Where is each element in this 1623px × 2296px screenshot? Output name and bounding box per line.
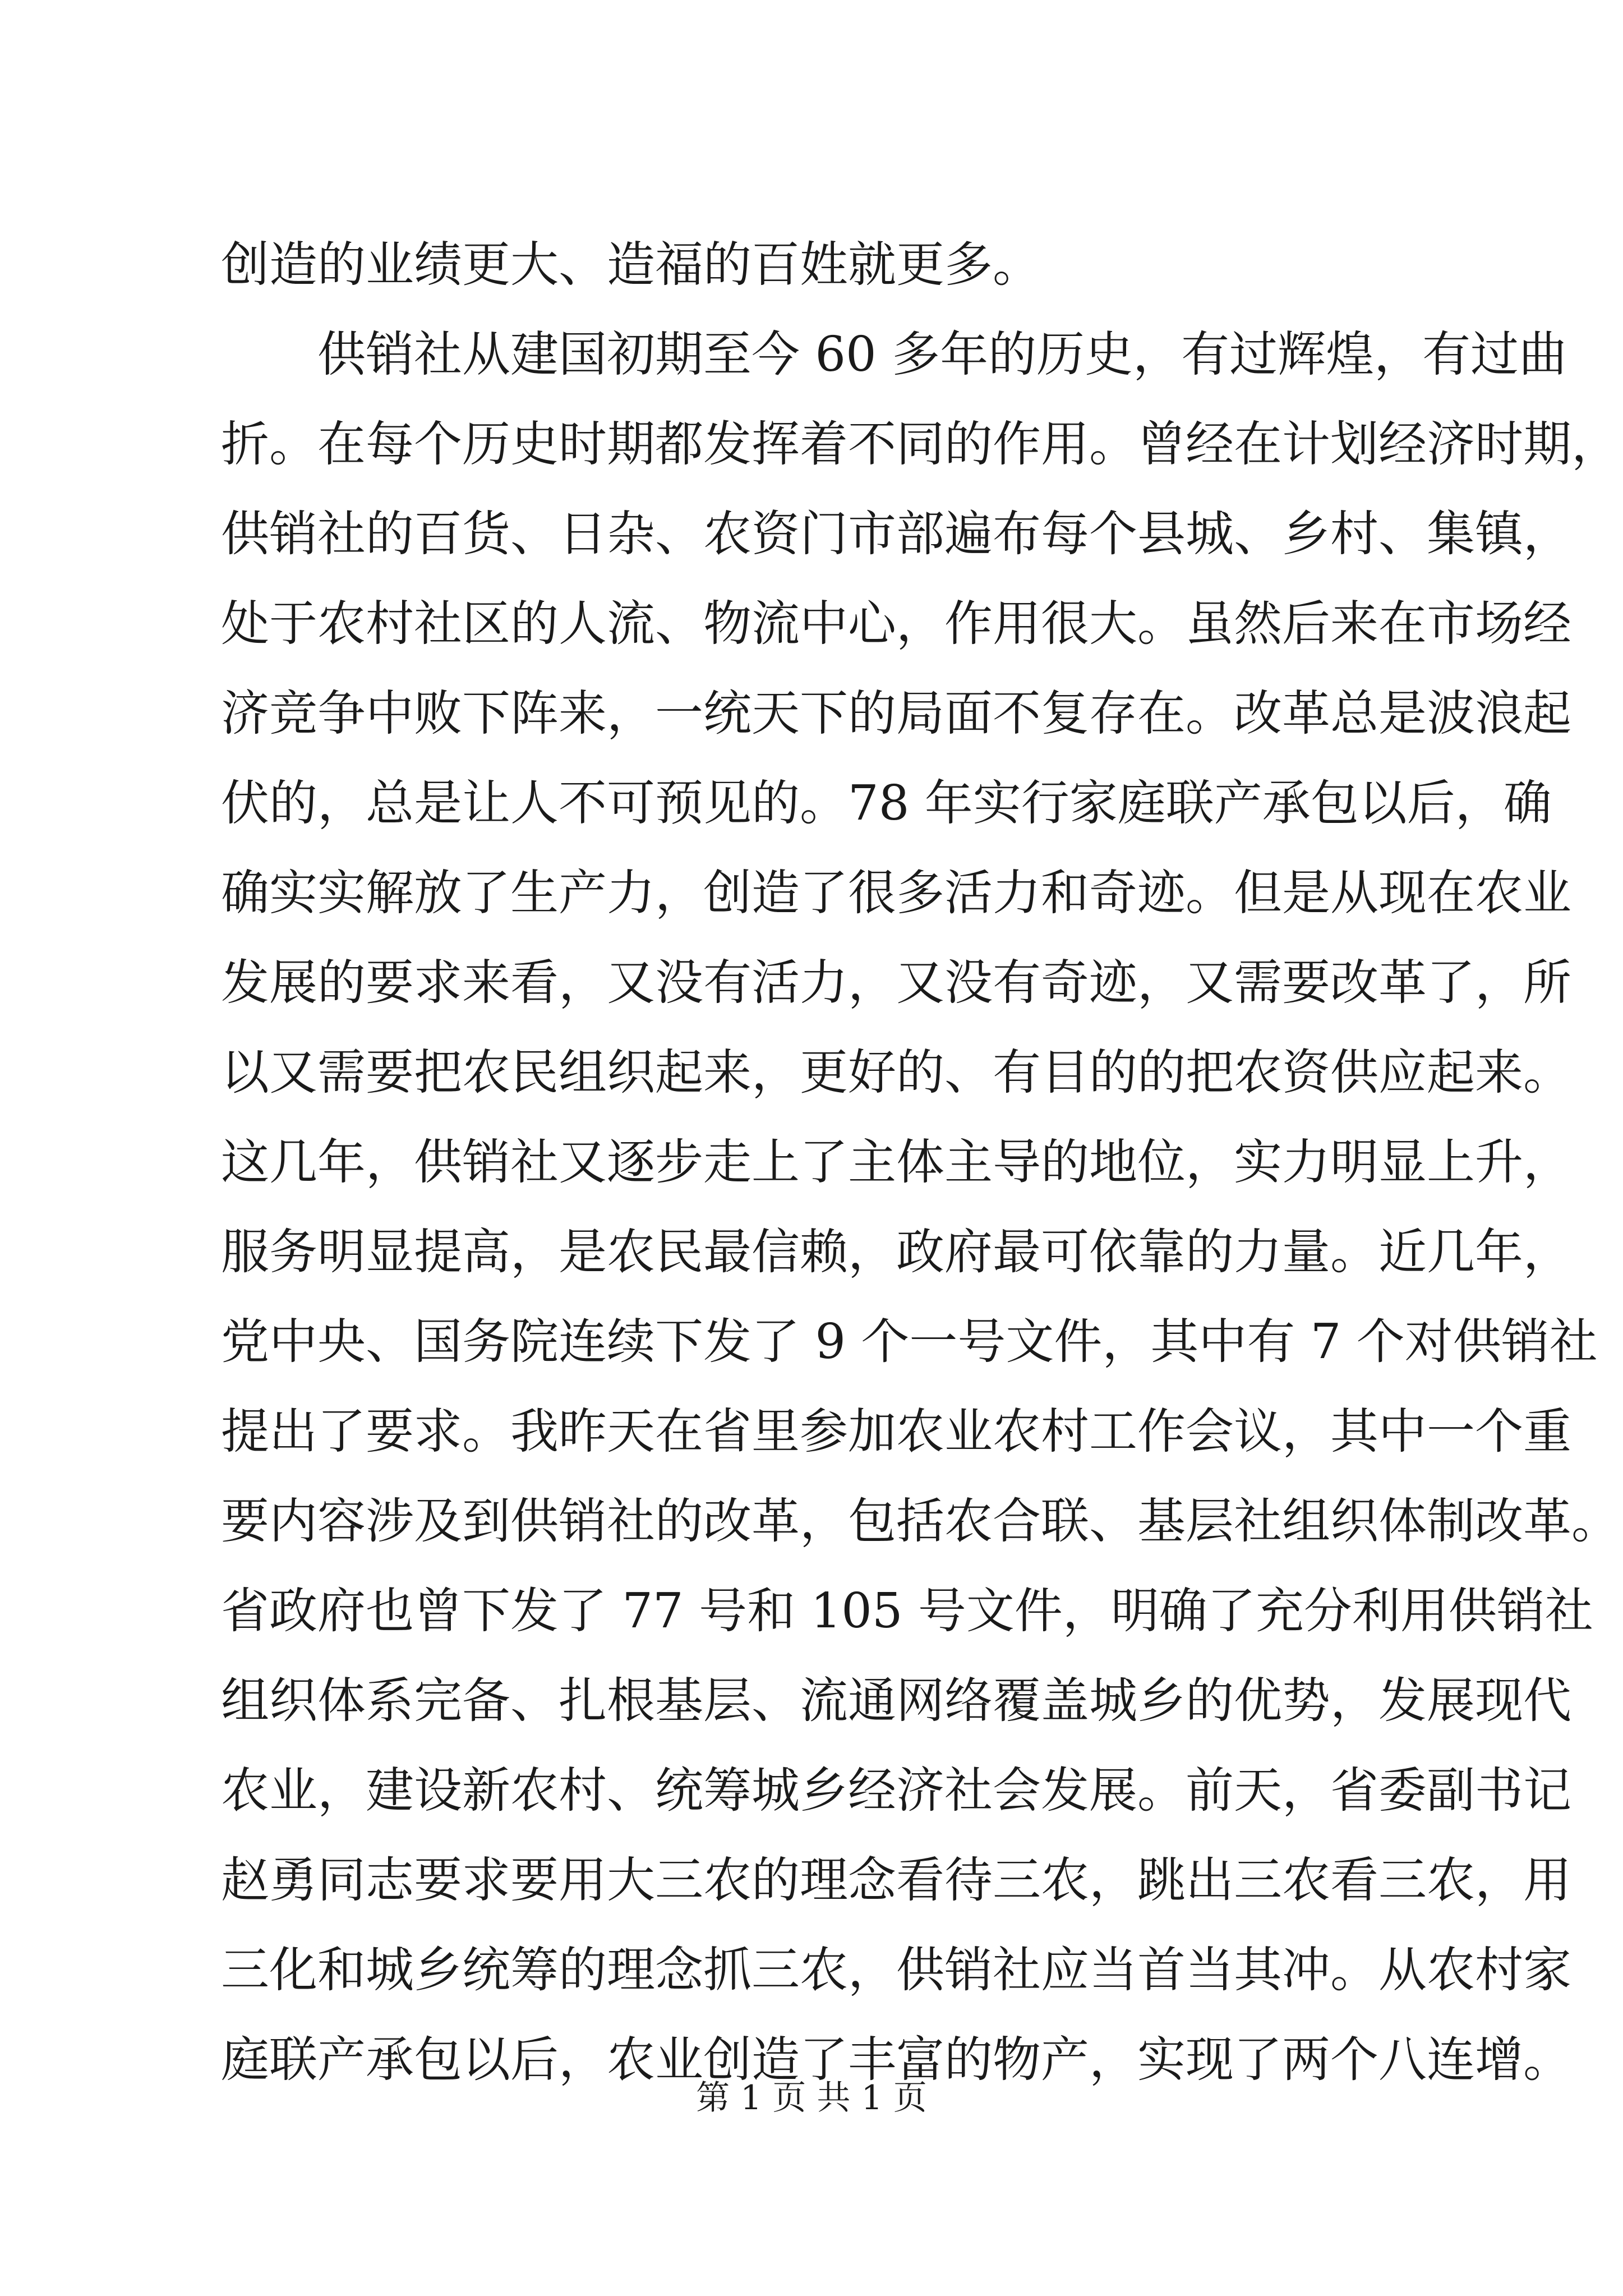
text-line: 折。在每个历史时期都发挥着不同的作用。曾经在计划经济时期，: [221, 416, 1620, 472]
text-line: 发展的要求来看，又没有活力，又没有奇迹，又需要改革了，所: [221, 955, 1571, 1011]
text-line: 组织体系完备、扎根基层、流通网络覆盖城乡的优势，发展现代: [221, 1673, 1571, 1729]
text-line: 伏的，总是让人不可预见的。78 年实行家庭联产承包以后，确: [221, 775, 1552, 831]
text-line: 供销社的百货、日杂、农资门市部遍布每个县城、乡村、集镇，: [221, 506, 1571, 562]
text-line: 服务明显提高，是农民最信赖，政府最可依靠的力量。近几年，: [221, 1224, 1571, 1280]
text-line: 农业，建设新农村、统筹城乡经济社会发展。前天，省委副书记: [221, 1763, 1571, 1819]
page-number: 第 1 页 共 1 页: [696, 2078, 927, 2118]
text-line: 济竞争中败下阵来，一统天下的局面不复存在。改革总是波浪起: [221, 685, 1571, 742]
text-line: 要内容涉及到供销社的改革，包括农合联、基层社组织体制改革。: [221, 1493, 1620, 1549]
page-footer: [0, 2076, 1623, 2120]
text-line: 省政府也曾下发了 77 号和 105 号文件，明确了充分利用供销社: [221, 1583, 1593, 1639]
text-line: 创造的业绩更大、造福的百姓就更多。: [221, 237, 1041, 293]
text-line: 这几年，供销社又逐步走上了主体主导的地位，实力明显上升，: [221, 1134, 1571, 1190]
body-text: [221, 220, 1620, 2105]
text-line: 三化和城乡统筹的理念抓三农，供销社应当首当其冲。从农村家: [221, 1942, 1571, 1998]
text-line: 处于农村社区的人流、物流中心，作用很大。虽然后来在市场经: [221, 596, 1571, 652]
text-line: 确实实解放了生产力，创造了很多活力和奇迹。但是从现在农业: [221, 865, 1571, 921]
text-line: 赵勇同志要求要用大三农的理念看待三农，跳出三农看三农，用: [221, 1852, 1571, 1908]
text-line: 庭联产承包以后，农业创造了丰富的物产，实现了两个八连增。: [221, 2032, 1571, 2088]
text-line: 供销社从建国初期至今 60 多年的历史，有过辉煌，有过曲: [317, 326, 1567, 383]
text-line: 提出了要求。我昨天在省里参加农业农村工作会议，其中一个重: [221, 1404, 1571, 1460]
text-line: 以又需要把农民组织起来，更好的、有目的的把农资供应起来。: [221, 1045, 1571, 1101]
text-line: 党中央、国务院连续下发了 9 个一号文件，其中有 7 个对供销社: [221, 1314, 1598, 1370]
